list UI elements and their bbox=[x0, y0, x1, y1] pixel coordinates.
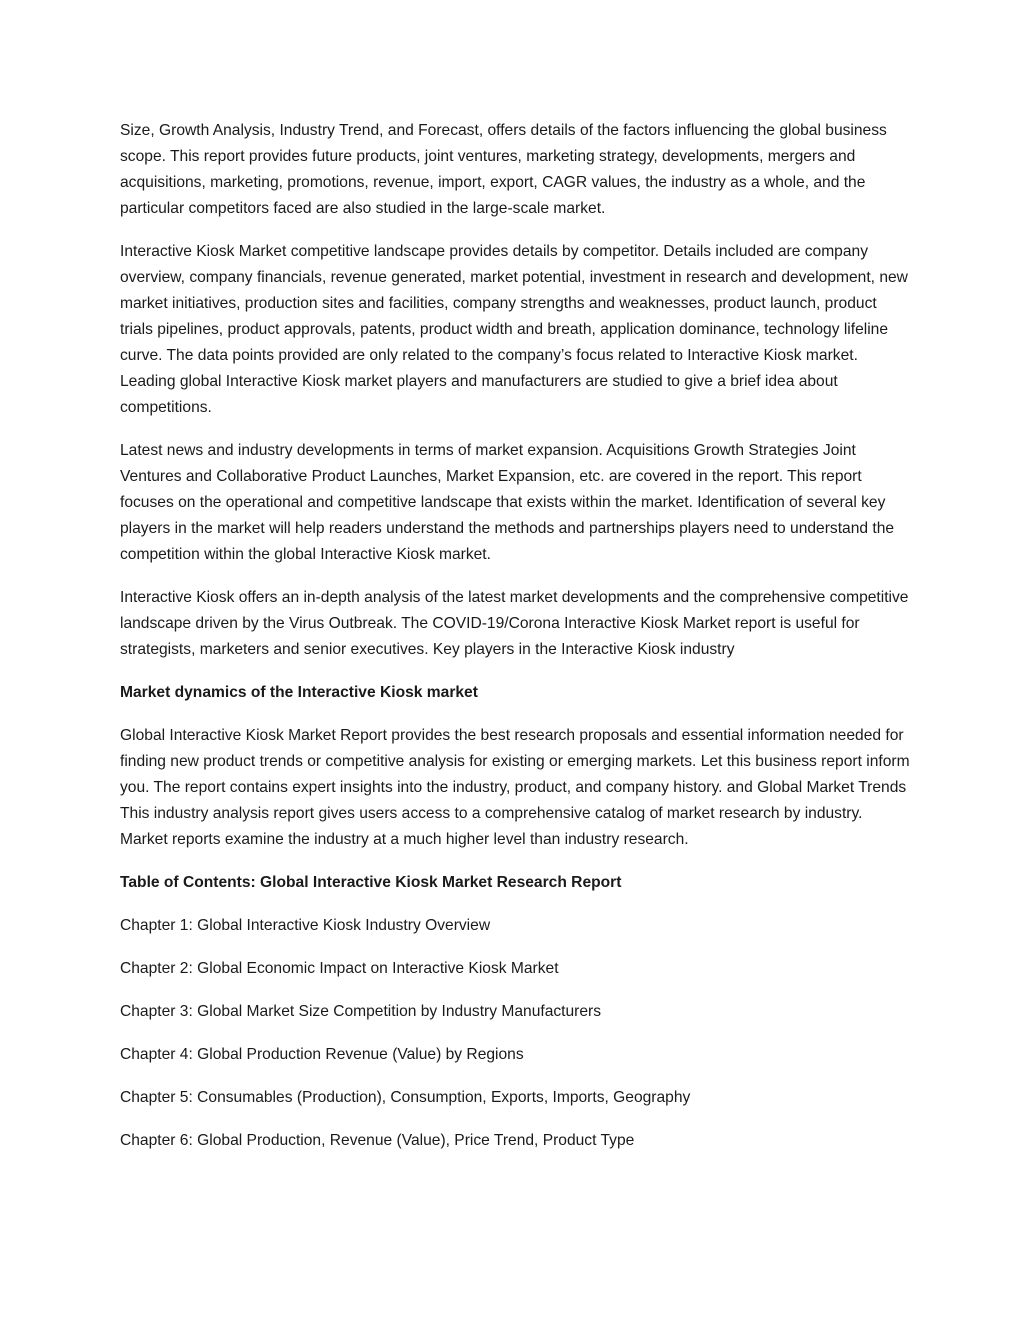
toc-chapter-5: Chapter 5: Consumables (Production), Consumption, Exports, Imports, Geography bbox=[120, 1089, 691, 1106]
toc-chapter-4: Chapter 4: Global Production Revenue (Value) by Regions bbox=[120, 1046, 524, 1063]
toc-chapter-3: Chapter 3: Global Market Size Competition by Industry Manufacturers bbox=[120, 1003, 602, 1020]
toc-heading: Table of Contents: Global Interactive Kiosk Market Research Report bbox=[120, 874, 622, 891]
table-of-contents bbox=[120, 913, 910, 1154]
toc-chapter-6: Chapter 6: Global Production, Revenue (Value), Price Trend, Product Type bbox=[120, 1132, 635, 1149]
intro-paragraph: Size, Growth Analysis, Industry Trend, and Forecast, offers details of the factors influencing the global business scope. This report provides future products, joint ventures, marketing strategy, developments, mergers and acquisitions, marketing, promotions, revenue, import, export, CAGR values, the industry as a whole, and the particular competitors faced are also studied in the large-scale market. bbox=[120, 122, 887, 217]
toc-chapter-1: Chapter 1: Global Interactive Kiosk Industry Overview bbox=[120, 917, 491, 934]
industry-developments-paragraph: Latest news and industry developments in terms of market expansion. Acquisitions Growth Strategies Joint Ventures and Collaborative Product Launches, Market Expansion, etc. are covered in the report. This report focuses on the operational and competitive landscape that exists within the market. Identification of several key players in the market will help readers understand the methods and partnerships players need to understand the competition within the global Interactive Kiosk market. bbox=[120, 442, 895, 563]
market-dynamics-heading: Market dynamics of the Interactive Kiosk market bbox=[120, 684, 478, 701]
competitive-landscape-paragraph: Interactive Kiosk Market competitive landscape provides details by competitor. Details included are company overview, company financials, revenue generated, market potential, investment in research and development, new market initiatives, production sites and facilities, company strengths and weaknesses, product launch, product trials pipelines, product approvals, patents, product width and breath, application dominance, technology lifeline curve. The data points provided are only related to the company’s focus related to Interactive Kiosk market. Leading global Interactive Kiosk market players and manufacturers are studied to give a brief idea about competitions. bbox=[120, 243, 908, 416]
market-dynamics-paragraph: Global Interactive Kiosk Market Report provides the best research proposals and essential information needed for finding new product trends or competitive analysis for existing or emerging markets. Let this business report inform you. The report contains expert insights into the industry, product, and company history. and Global Market Trends This industry analysis report gives users access to a comprehensive catalog of market research by industry. Market reports examine the industry at a much higher level than industry research. bbox=[120, 727, 910, 848]
toc-chapter-2: Chapter 2: Global Economic Impact on Interactive Kiosk Market bbox=[120, 960, 559, 977]
virus-outbreak-paragraph: Interactive Kiosk offers an in-depth analysis of the latest market developments and the comprehensive competitive landscape driven by the Virus Outbreak. The COVID-19/Corona Interactive Kiosk Market report is useful for strategists, marketers and senior executives. Key players in the Interactive Kiosk industry bbox=[120, 589, 909, 658]
document-page bbox=[120, 118, 910, 1171]
